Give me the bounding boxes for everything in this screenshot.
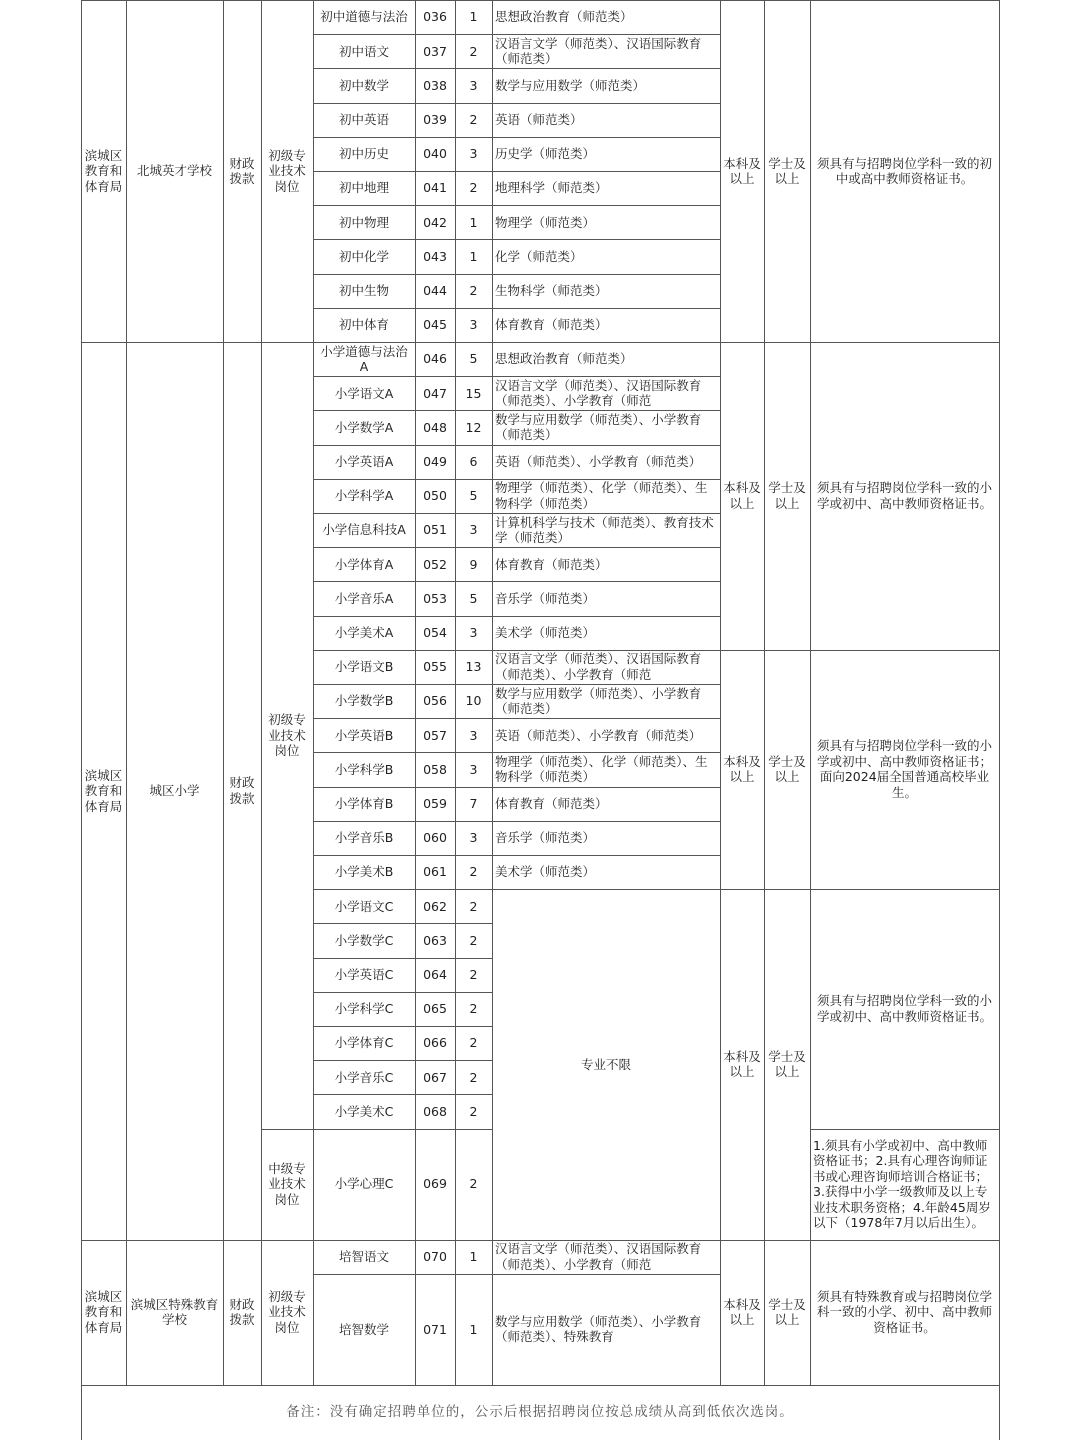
major-cell: 音乐学（师范类） [495,590,596,606]
position-code-cell: 045 [423,317,447,333]
hire-count-cell: 5 [469,351,478,367]
position-code-cell: 069 [423,1176,447,1192]
subject-cell: 初中生物 [338,282,389,298]
position-code-cell: 067 [423,1069,447,1085]
major-cell: 汉语言文学（师范类）、汉语国际教育（师范类）、小学教育（师范 [495,651,702,682]
education-cell: 本科及以上 [723,155,761,186]
position-code-cell: 038 [423,77,447,93]
hire-count-cell: 5 [469,488,478,504]
major-cell: 专业不限 [580,1056,631,1072]
major-cell: 美术学（师范类） [495,624,596,640]
subject-cell: 小学数学A [334,419,394,435]
degree-cell: 学士及以上 [768,155,806,186]
hire-count-cell: 3 [469,317,478,333]
hire-count-cell: 1 [469,1321,478,1337]
subject-cell: 初中地理 [338,180,389,196]
post-type-cell: 初级专业技术岗位 [268,712,306,759]
hire-count-cell: 2 [469,1069,478,1085]
hire-count-cell: 2 [469,966,478,982]
hire-count-cell: 2 [469,180,478,196]
major-cell: 数学与应用数学（师范类）、小学教育（师范类）、特殊教育 [495,1313,702,1345]
position-code-cell: 065 [423,1001,447,1017]
hire-count-cell: 13 [465,659,482,675]
position-code-cell: 050 [423,488,447,504]
hire-count-cell: 2 [469,1103,478,1119]
hire-count-cell: 3 [469,761,478,777]
subject-cell: 初中历史 [338,146,389,162]
degree-cell: 学士及以上 [768,480,806,511]
subject-cell: 小学英语A [334,453,394,469]
degree-cell: 学士及以上 [768,753,806,785]
subject-cell: 小学语文C [334,898,394,914]
major-cell: 英语（师范类） [495,111,583,127]
position-code-cell: 039 [423,111,447,127]
major-cell: 体育教育（师范类） [495,556,608,572]
subject-cell: 初中数学 [338,77,389,93]
department-cell: 滨城区教育和体育局 [84,1288,123,1335]
major-cell: 物理学（师范类）、化学（师范类）、生物科学（师范类） [495,480,708,511]
position-code-cell: 052 [423,556,447,572]
major-cell: 美术学（师范类） [495,864,596,880]
major-cell: 汉语言文学（师范类）、汉语国际教育（师范类）、小学教育（师范 [495,377,702,409]
unit-name-cell: 城区小学 [149,783,200,799]
subject-cell: 初中化学 [338,248,389,264]
position-code-cell: 058 [423,761,447,777]
degree-cell: 学士及以上 [768,1048,806,1080]
subject-cell: 初中道德与法治 [320,9,408,25]
degree-cell: 学士及以上 [768,1296,806,1328]
major-cell: 物理学（师范类）、化学（师范类）、生物科学（师范类） [495,753,708,785]
position-code-cell: 047 [423,385,447,401]
position-code-cell: 036 [423,9,447,25]
subject-cell: 小学音乐B [334,830,394,846]
table-footnote: 备注：没有确定招聘单位的，公示后根据招聘岗位按总成绩从高到低依次选岗。 [286,1404,794,1420]
position-code-cell: 066 [423,1035,447,1051]
major-cell: 汉语言文学（师范类）、汉语国际教育（师范类）、小学教育（师范 [495,1241,702,1272]
major-cell: 地理科学（师范类） [495,180,608,196]
hire-count-cell: 2 [469,43,478,59]
hire-count-cell: 1 [469,214,478,230]
position-code-cell: 043 [423,248,447,264]
major-cell: 数学与应用数学（师范类） [495,77,646,93]
hire-count-cell: 2 [469,282,478,298]
position-code-cell: 059 [423,795,447,811]
hire-count-cell: 1 [469,1248,478,1264]
requirements-cell: 须具有与招聘岗位学科一致的小学或初中、高中教师资格证书。 [816,993,992,1024]
subject-cell: 小学体育B [334,795,394,811]
funding-cell: 财政拨款 [229,155,255,186]
position-code-cell: 048 [423,419,447,435]
position-code-cell: 064 [423,966,447,982]
position-code-cell: 061 [423,864,447,880]
hire-count-cell: 3 [469,146,478,162]
major-cell: 汉语言文学（师范类）、汉语国际教育（师范类） [495,35,702,67]
position-code-cell: 051 [423,522,447,538]
hire-count-cell: 3 [469,727,478,743]
hire-count-cell: 2 [469,898,478,914]
funding-cell: 财政拨款 [229,1296,255,1328]
major-cell: 数学与应用数学（师范类）、小学教育（师范类） [495,411,702,443]
subject-cell: 培智数学 [338,1321,389,1337]
position-code-cell: 037 [423,43,447,59]
hire-count-cell: 3 [469,522,478,538]
hire-count-cell: 15 [465,385,482,401]
subject-cell: 初中英语 [338,111,389,127]
position-code-cell: 070 [423,1248,447,1264]
position-code-cell: 042 [423,214,447,230]
position-code-cell: 040 [423,146,447,162]
subject-cell: 小学数学B [334,693,394,709]
hire-count-cell: 3 [469,830,478,846]
requirements-cell: 1.须具有小学或初中、高中教师资格证书；2.具有心理咨询师证书或心理咨询师培训合格证书；3.获得中小学一级教师及以上专业技术职务资格；4.年龄45周岁以下（1978年7月以后出生）。 [813,1137,991,1231]
subject-cell: 培智语文 [338,1248,389,1264]
subject-cell: 小学科学A [334,488,394,504]
position-code-cell: 068 [423,1103,447,1119]
post-type-cell: 初级专业技术岗位 [268,147,306,194]
major-cell: 化学（师范类） [495,248,583,264]
requirements-cell: 须具有特殊教育或与招聘岗位学科一致的小学、初中、高中教师资格证书。 [816,1288,992,1335]
position-code-cell: 057 [423,727,447,743]
unit-name-cell: 滨城区特殊教育学校 [130,1296,219,1328]
subject-cell: 小学科学C [334,1001,394,1017]
hire-count-cell: 2 [469,932,478,948]
education-cell: 本科及以上 [723,1048,761,1080]
subject-cell: 小学体育C [334,1035,394,1051]
position-code-cell: 054 [423,624,447,640]
subject-cell: 初中物理 [338,214,389,230]
position-code-cell: 044 [423,282,447,298]
recruitment-table-page [81,0,999,1440]
major-cell: 体育教育（师范类） [495,795,608,811]
subject-cell: 初中语文 [338,43,389,59]
subject-cell: 小学美术C [334,1103,394,1119]
subject-cell: 小学音乐C [334,1069,394,1085]
position-code-cell: 062 [423,898,447,914]
requirements-cell: 须具有与招聘岗位学科一致的小学或初中、高中教师资格证书。 [816,480,992,511]
department-cell: 滨城区教育和体育局 [84,767,123,814]
subject-cell: 小学科学B [334,761,394,777]
major-cell: 英语（师范类）、小学教育（师范类） [495,453,702,469]
hire-count-cell: 12 [465,419,482,435]
position-code-cell: 060 [423,830,447,846]
position-code-cell: 055 [423,659,447,675]
subject-cell: 小学英语C [334,966,394,982]
education-cell: 本科及以上 [723,1296,761,1328]
requirements-cell: 须具有与招聘岗位学科一致的初中或高中教师资格证书。 [816,155,992,186]
recruitment-table [81,0,999,1380]
subject-cell: 小学语文B [334,659,394,675]
education-cell: 本科及以上 [723,480,761,511]
hire-count-cell: 5 [469,590,478,606]
major-cell: 音乐学（师范类） [495,830,596,846]
major-cell: 思想政治教育（师范类） [495,9,633,25]
subject-cell: 小学英语B [334,727,394,743]
position-code-cell: 063 [423,932,447,948]
major-cell: 英语（师范类）、小学教育（师范类） [495,727,702,743]
subject-cell: 小学数学C [334,932,394,948]
subject-cell: 小学道德与法治A [320,343,408,375]
position-code-cell: 056 [423,693,447,709]
position-code-cell: 053 [423,590,447,606]
education-cell: 本科及以上 [723,753,761,785]
requirements-cell: 须具有与招聘岗位学科一致的小学或初中、高中教师资格证书；面向2024届全国普通高校毕业生。 [816,738,992,800]
major-cell: 体育教育（师范类） [495,317,608,333]
position-code-cell: 046 [423,351,447,367]
hire-count-cell: 7 [469,795,478,811]
subject-cell: 小学音乐A [334,590,394,606]
subject-cell: 小学心理C [334,1176,394,1192]
position-code-cell: 041 [423,180,447,196]
major-cell: 思想政治教育（师范类） [495,351,633,367]
hire-count-cell: 1 [469,248,478,264]
post-type-cell: 中级专业技术岗位 [268,1160,306,1207]
hire-count-cell: 2 [469,864,478,880]
major-cell: 计算机科学与技术（师范类）、教育技术学（师范类） [495,514,714,546]
funding-cell: 财政拨款 [229,775,255,806]
major-cell: 生物科学（师范类） [495,282,608,298]
subject-cell: 小学体育A [334,556,394,572]
major-cell: 数学与应用数学（师范类）、小学教育（师范类） [495,685,702,717]
major-cell: 物理学（师范类） [495,214,596,230]
hire-count-cell: 6 [469,453,478,469]
subject-cell: 小学信息科技A [322,522,406,538]
hire-count-cell: 2 [469,1035,478,1051]
hire-count-cell: 2 [469,1176,478,1192]
hire-count-cell: 2 [469,111,478,127]
major-cell: 历史学（师范类） [495,146,596,162]
hire-count-cell: 10 [465,693,482,709]
unit-name-cell: 北城英才学校 [136,163,212,179]
position-code-cell: 049 [423,453,447,469]
hire-count-cell: 9 [469,556,478,572]
subject-cell: 小学美术B [334,864,394,880]
hire-count-cell: 3 [469,77,478,93]
subject-cell: 小学语文A [334,385,394,401]
subject-cell: 小学美术A [334,624,394,640]
hire-count-cell: 2 [469,1001,478,1017]
hire-count-cell: 3 [469,624,478,640]
post-type-cell: 初级专业技术岗位 [268,1288,306,1335]
hire-count-cell: 1 [469,9,478,25]
position-code-cell: 071 [423,1321,447,1337]
subject-cell: 初中体育 [338,317,389,333]
department-cell: 滨城区教育和体育局 [84,147,123,194]
